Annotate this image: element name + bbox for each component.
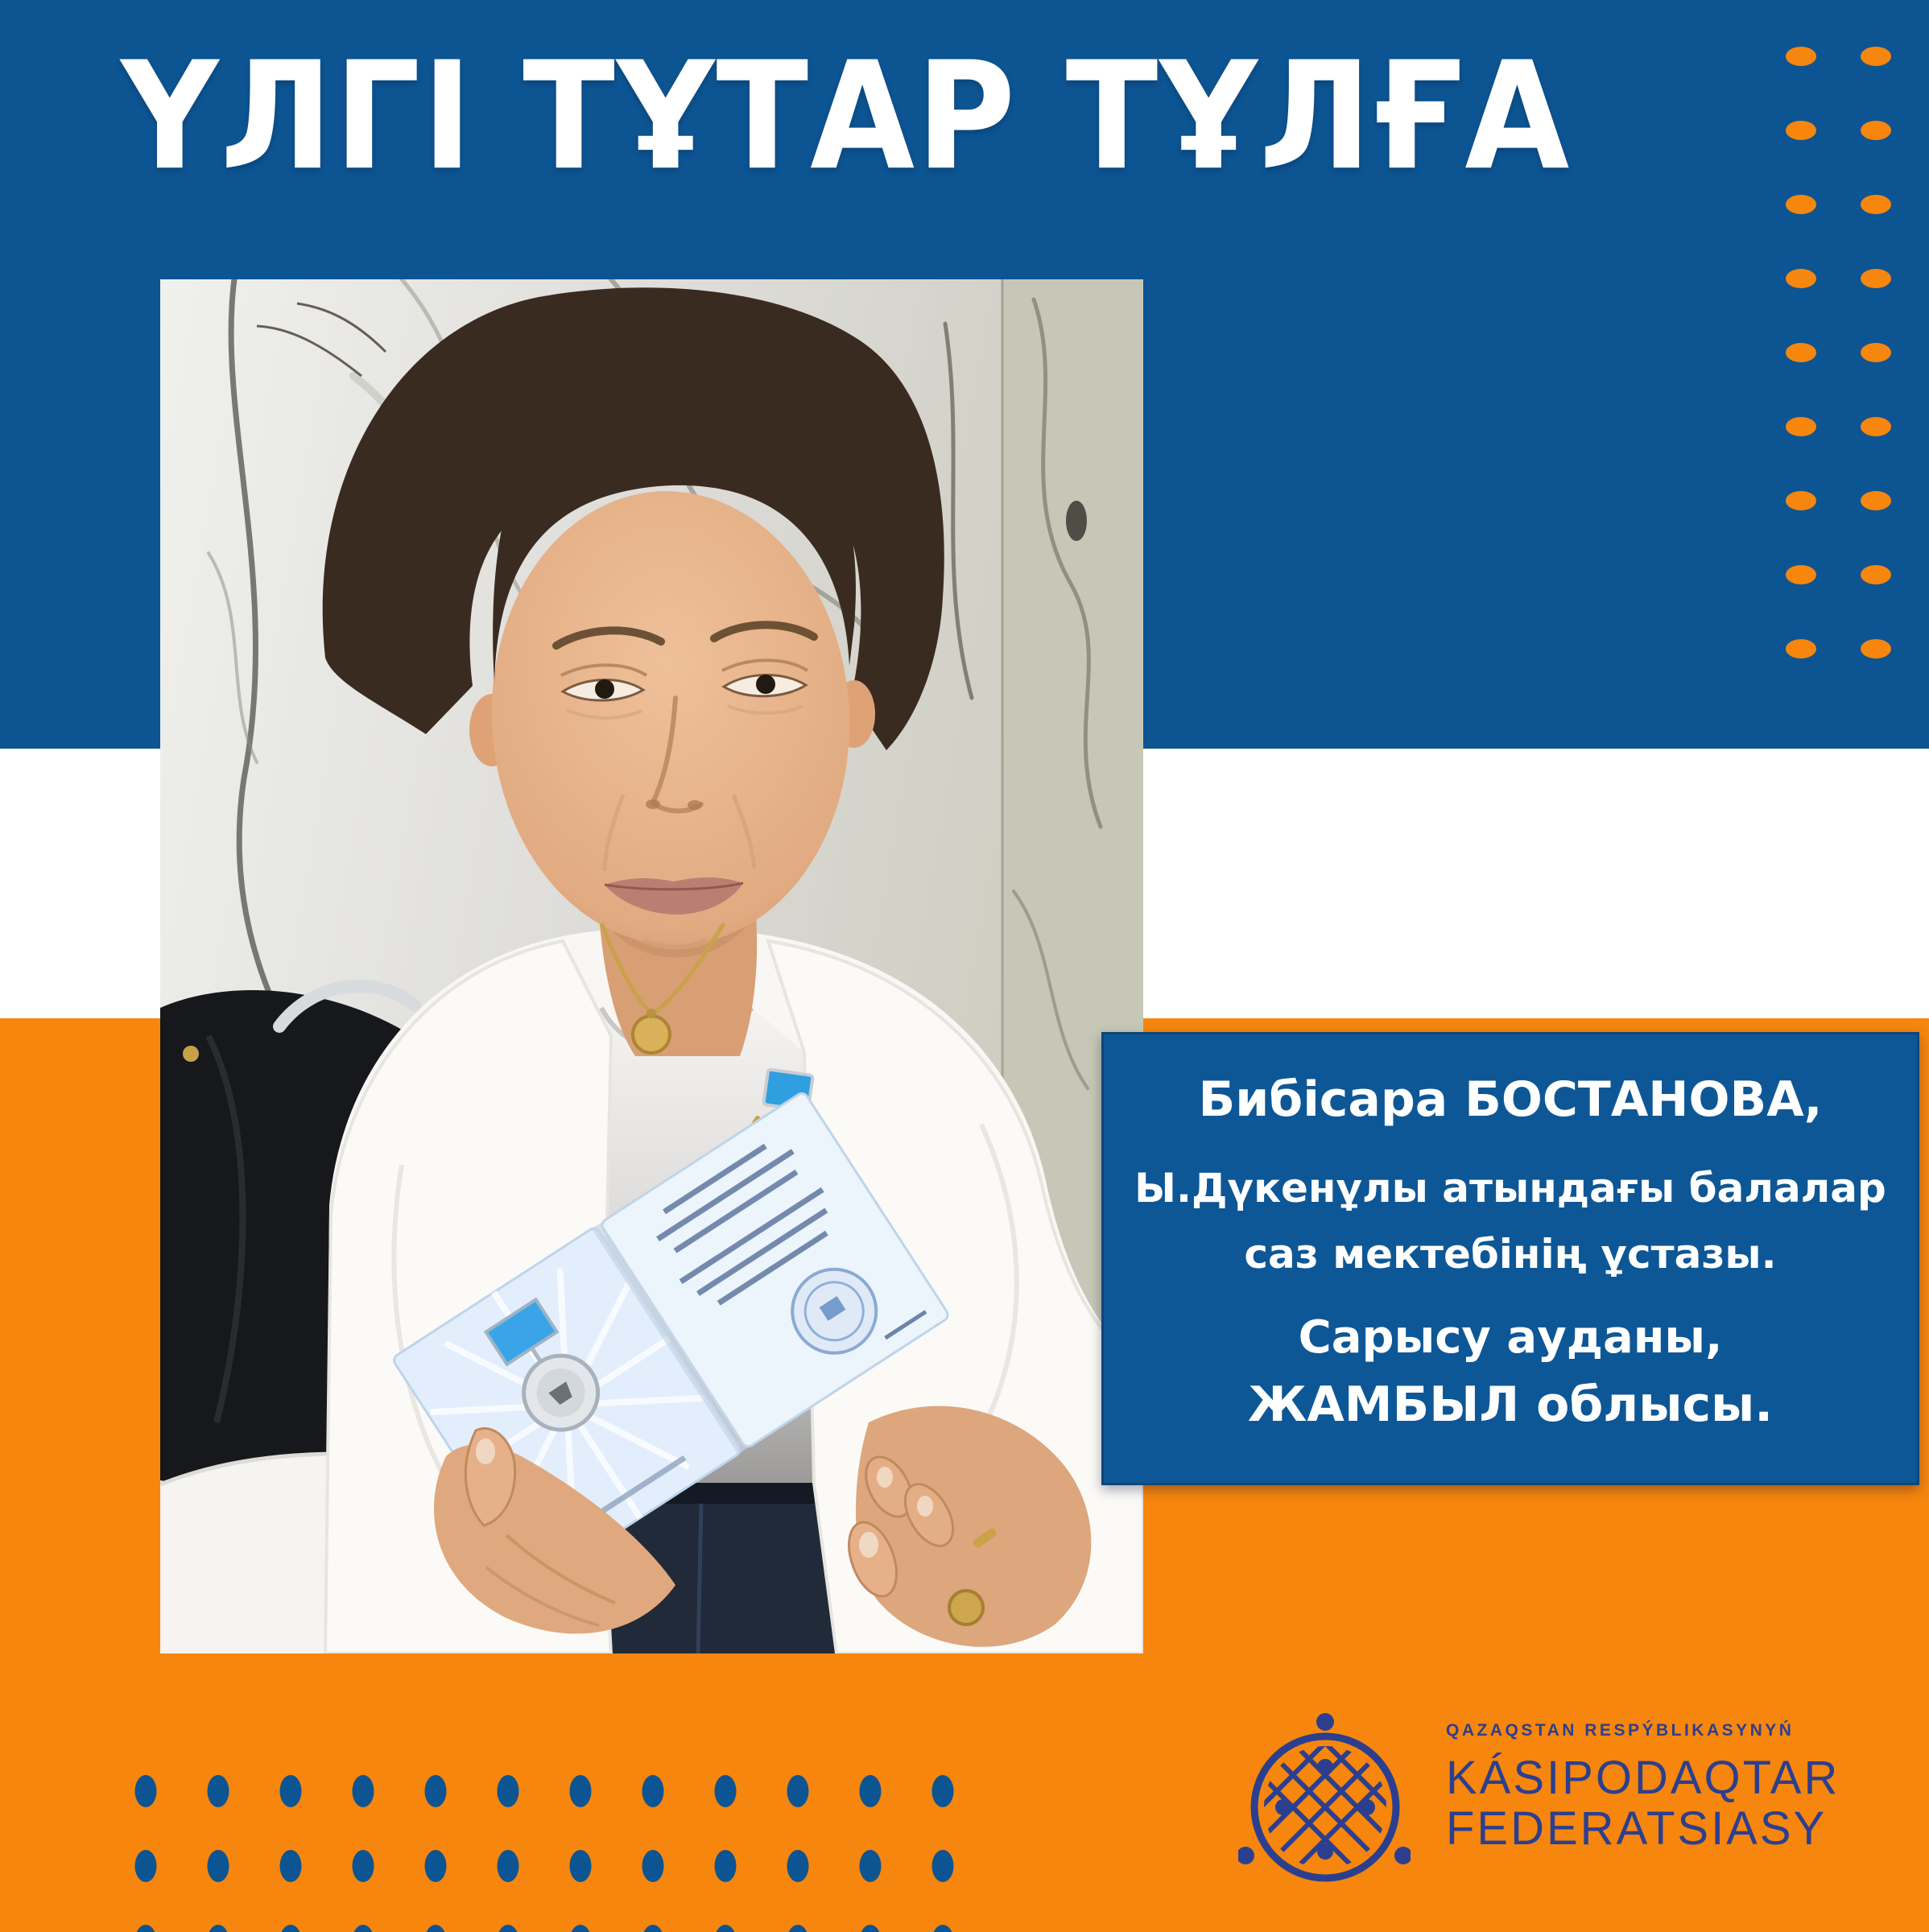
dot bbox=[1786, 269, 1816, 288]
person-name: Бибісара БОСТАНОВА, bbox=[1198, 1071, 1823, 1128]
dot bbox=[860, 1775, 882, 1807]
dot bbox=[135, 1850, 157, 1882]
person-role-line1: Ы.Дүкенұлы атындағы балалар bbox=[1134, 1165, 1886, 1212]
dot bbox=[425, 1850, 447, 1882]
dot bbox=[860, 1925, 882, 1932]
logo-name-line1: KÁSIPODAQTAR bbox=[1446, 1752, 1840, 1804]
dot bbox=[1861, 269, 1891, 288]
logo-country-line: QAZAQSTAN RESPÝBLIKASYNYŃ bbox=[1446, 1721, 1795, 1740]
dot bbox=[787, 1850, 809, 1882]
dots-pattern-bottom-left bbox=[125, 1767, 962, 1932]
dot bbox=[280, 1850, 302, 1882]
dot bbox=[135, 1775, 157, 1807]
dot bbox=[570, 1925, 592, 1932]
dot bbox=[1786, 47, 1816, 66]
dot bbox=[1861, 417, 1891, 436]
blazer-button bbox=[949, 1591, 983, 1624]
dot bbox=[1786, 565, 1816, 584]
dot bbox=[787, 1775, 809, 1807]
dot bbox=[642, 1850, 664, 1882]
dot bbox=[715, 1775, 737, 1807]
federation-logo-mark bbox=[1238, 1708, 1411, 1892]
award-photo bbox=[160, 279, 1143, 1653]
logo-name-line2: FEDERATSIASY bbox=[1446, 1802, 1828, 1855]
dot bbox=[498, 1775, 519, 1807]
dot bbox=[425, 1925, 447, 1932]
dot bbox=[1786, 639, 1816, 658]
person-district: Сарысу ауданы, bbox=[1298, 1311, 1723, 1364]
dot bbox=[208, 1850, 229, 1882]
photo-illustration bbox=[160, 279, 1143, 1653]
dot bbox=[570, 1850, 592, 1882]
dot bbox=[1861, 195, 1891, 214]
dot bbox=[353, 1775, 374, 1807]
dot bbox=[498, 1850, 519, 1882]
dots-pattern-top-right bbox=[1775, 32, 1925, 668]
dot bbox=[1861, 639, 1891, 658]
dot bbox=[932, 1775, 954, 1807]
dot bbox=[208, 1775, 229, 1807]
dot bbox=[1786, 491, 1816, 510]
dot bbox=[1861, 47, 1891, 66]
page-title: ҮЛГІ ТҰТАР ТҰЛҒА bbox=[121, 29, 1572, 204]
dot bbox=[1861, 565, 1891, 584]
dot bbox=[208, 1925, 229, 1932]
dot bbox=[642, 1775, 664, 1807]
federation-logo bbox=[1238, 1708, 1840, 1892]
dot bbox=[353, 1925, 374, 1932]
dot bbox=[1861, 121, 1891, 140]
dot bbox=[715, 1925, 737, 1932]
info-box bbox=[1101, 1032, 1919, 1485]
dot bbox=[932, 1850, 954, 1882]
dot bbox=[1786, 121, 1816, 140]
dot bbox=[570, 1775, 592, 1807]
dot bbox=[280, 1925, 302, 1932]
dot bbox=[1861, 343, 1891, 362]
dot bbox=[932, 1925, 954, 1932]
person-role-line2: саз мектебінің ұстазы. bbox=[1244, 1231, 1777, 1278]
dot bbox=[642, 1925, 664, 1932]
person-region: ЖАМБЫЛ облысы. bbox=[1247, 1377, 1774, 1433]
dot bbox=[498, 1925, 519, 1932]
dot bbox=[1786, 195, 1816, 214]
dot bbox=[280, 1775, 302, 1807]
dot bbox=[353, 1850, 374, 1882]
dot bbox=[787, 1925, 809, 1932]
dot bbox=[860, 1850, 882, 1882]
dot bbox=[425, 1775, 447, 1807]
federation-logo-text bbox=[1446, 1708, 1840, 1854]
dot bbox=[135, 1925, 157, 1932]
dot bbox=[1786, 417, 1816, 436]
dot bbox=[1786, 343, 1816, 362]
dot bbox=[715, 1850, 737, 1882]
dot bbox=[1861, 491, 1891, 510]
